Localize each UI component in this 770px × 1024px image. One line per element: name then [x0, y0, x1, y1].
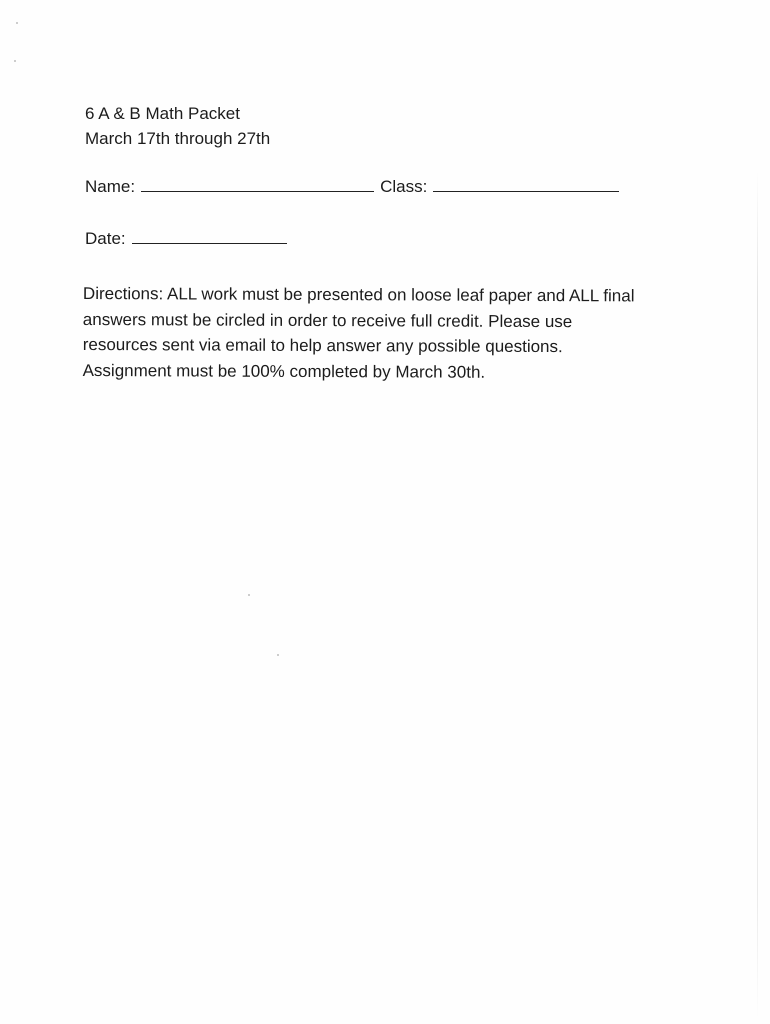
document-title: 6 A & B Math Packet — [85, 104, 240, 123]
scan-edge-shadow — [757, 170, 758, 1020]
class-label: Class: — [380, 177, 428, 196]
directions-line: answers must be circled in order to receive full credit. Please use — [82, 309, 573, 331]
scan-speck — [277, 654, 279, 656]
name-class-row — [85, 177, 619, 197]
document-date-range: March 17th through 27th — [85, 129, 271, 148]
class-blank-line[interactable] — [433, 177, 619, 192]
directions-line: Directions: ALL work must be presented on loose leaf paper and ALL final — [82, 283, 635, 306]
date-blank-line[interactable] — [132, 229, 287, 244]
directions-paragraph — [83, 281, 683, 386]
name-blank-line[interactable] — [141, 177, 374, 192]
date-label: Date: — [85, 229, 126, 248]
scan-speck — [16, 22, 18, 24]
name-label: Name: — [85, 177, 136, 196]
directions-line: Assignment must be 100% completed by March 30th. — [82, 360, 486, 382]
scan-speck — [248, 594, 250, 596]
directions-line: resources sent via email to help answer any possible questions. — [82, 334, 563, 357]
date-row — [85, 229, 287, 249]
document-header — [85, 101, 270, 151]
scan-speck — [14, 60, 16, 62]
